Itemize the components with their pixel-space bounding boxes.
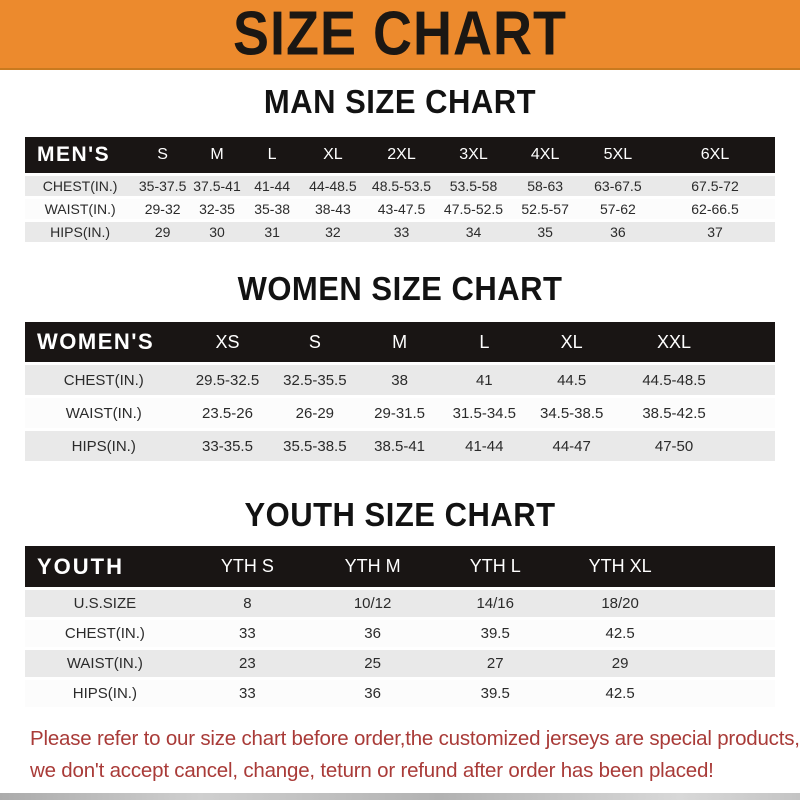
size-cell: 41-44 bbox=[244, 176, 300, 199]
footer-line-2: we don't accept cancel, change, teturn or refund after order has been placed! bbox=[30, 759, 714, 782]
size-cell: 48.5-53.5 bbox=[366, 176, 438, 199]
row-label: WAIST(IN.) bbox=[25, 199, 135, 222]
row-label: HIPS(IN.) bbox=[25, 222, 135, 245]
size-col-header: 6XL bbox=[655, 137, 775, 176]
row-label: HIPS(IN.) bbox=[25, 431, 183, 464]
size-cell: 38-43 bbox=[300, 199, 365, 222]
size-cell: 44.5-48.5 bbox=[617, 365, 732, 398]
size-col-header: YTH XL bbox=[555, 546, 685, 590]
size-cell: 44-47 bbox=[527, 431, 617, 464]
size-cell: 35-37.5 bbox=[135, 176, 190, 199]
youth-header-row bbox=[25, 546, 775, 590]
size-col-header: M bbox=[357, 322, 442, 365]
size-cell: 36 bbox=[581, 222, 655, 245]
row-label: WAIST(IN.) bbox=[25, 398, 183, 431]
size-cell: 39.5 bbox=[435, 680, 555, 710]
men-size-table bbox=[25, 137, 775, 245]
women-chest-row bbox=[25, 365, 775, 398]
size-cell: 52.5-57 bbox=[510, 199, 581, 222]
size-cell: 38 bbox=[357, 365, 442, 398]
size-col-header: S bbox=[272, 322, 357, 365]
size-cell: 29-32 bbox=[135, 199, 190, 222]
size-cell: 29 bbox=[555, 650, 685, 680]
youth-section-heading: YOUTH SIZE CHART bbox=[244, 495, 556, 534]
row-label: CHEST(IN.) bbox=[25, 365, 183, 398]
size-cell: 37 bbox=[655, 222, 775, 245]
size-cell: 53.5-58 bbox=[438, 176, 510, 199]
spacer-cell bbox=[685, 590, 775, 620]
size-cell: 31.5-34.5 bbox=[442, 398, 527, 431]
size-cell: 35 bbox=[510, 222, 581, 245]
size-cell: 39.5 bbox=[435, 620, 555, 650]
row-label: CHEST(IN.) bbox=[25, 176, 135, 199]
size-cell: 67.5-72 bbox=[655, 176, 775, 199]
men-waist-row bbox=[25, 199, 775, 222]
size-cell: 8 bbox=[185, 590, 310, 620]
size-col-header: S bbox=[135, 137, 190, 176]
youth-chest-row bbox=[25, 620, 775, 650]
men-header-row bbox=[25, 137, 775, 176]
size-cell: 41 bbox=[442, 365, 527, 398]
youth-table-label: YOUTH bbox=[25, 546, 185, 590]
spacer-cell bbox=[685, 620, 775, 650]
women-hips-row bbox=[25, 431, 775, 464]
women-section-heading: WOMEN SIZE CHART bbox=[237, 269, 563, 308]
size-cell: 29-31.5 bbox=[357, 398, 442, 431]
size-cell: 23 bbox=[185, 650, 310, 680]
size-cell: 37.5-41 bbox=[190, 176, 244, 199]
size-cell: 36 bbox=[310, 680, 435, 710]
men-hips-row bbox=[25, 222, 775, 245]
size-col-header: 2XL bbox=[366, 137, 438, 176]
size-cell: 32-35 bbox=[190, 199, 244, 222]
size-cell: 27 bbox=[435, 650, 555, 680]
size-cell: 38.5-42.5 bbox=[617, 398, 732, 431]
size-cell: 33-35.5 bbox=[183, 431, 273, 464]
footer-note bbox=[0, 723, 800, 787]
spacer-cell bbox=[731, 322, 775, 365]
size-cell: 33 bbox=[185, 680, 310, 710]
size-col-header: XL bbox=[300, 137, 365, 176]
size-cell: 26-29 bbox=[272, 398, 357, 431]
size-cell: 63-67.5 bbox=[581, 176, 655, 199]
size-cell: 33 bbox=[366, 222, 438, 245]
size-cell: 47.5-52.5 bbox=[438, 199, 510, 222]
size-cell: 43-47.5 bbox=[366, 199, 438, 222]
spacer-cell bbox=[731, 398, 775, 431]
spacer-cell bbox=[685, 546, 775, 590]
size-col-header: L bbox=[442, 322, 527, 365]
youth-size-table bbox=[25, 546, 775, 710]
size-cell: 25 bbox=[310, 650, 435, 680]
size-cell: 10/12 bbox=[310, 590, 435, 620]
spacer-cell bbox=[685, 680, 775, 710]
size-cell: 33 bbox=[185, 620, 310, 650]
size-cell: 32.5-35.5 bbox=[272, 365, 357, 398]
size-cell: 34 bbox=[438, 222, 510, 245]
men-table-label: MEN'S bbox=[25, 137, 135, 176]
row-label: HIPS(IN.) bbox=[25, 680, 185, 710]
spacer-cell bbox=[731, 365, 775, 398]
size-cell: 29 bbox=[135, 222, 190, 245]
size-cell: 58-63 bbox=[510, 176, 581, 199]
row-label: CHEST(IN.) bbox=[25, 620, 185, 650]
size-cell: 32 bbox=[300, 222, 365, 245]
size-cell: 18/20 bbox=[555, 590, 685, 620]
size-col-header: 3XL bbox=[438, 137, 510, 176]
youth-hips-row bbox=[25, 680, 775, 710]
size-cell: 35.5-38.5 bbox=[272, 431, 357, 464]
size-cell: 42.5 bbox=[555, 620, 685, 650]
size-cell: 23.5-26 bbox=[183, 398, 273, 431]
size-cell: 38.5-41 bbox=[357, 431, 442, 464]
youth-ussize-row bbox=[25, 590, 775, 620]
size-cell: 44.5 bbox=[527, 365, 617, 398]
youth-section bbox=[0, 497, 800, 710]
women-size-table bbox=[25, 322, 775, 464]
size-col-header: XXL bbox=[617, 322, 732, 365]
size-col-header: YTH L bbox=[435, 546, 555, 590]
size-cell: 47-50 bbox=[617, 431, 732, 464]
size-cell: 35-38 bbox=[244, 199, 300, 222]
size-col-header: YTH M bbox=[310, 546, 435, 590]
size-cell: 41-44 bbox=[442, 431, 527, 464]
size-cell: 31 bbox=[244, 222, 300, 245]
youth-waist-row bbox=[25, 650, 775, 680]
size-cell: 57-62 bbox=[581, 199, 655, 222]
size-col-header: YTH S bbox=[185, 546, 310, 590]
size-cell: 36 bbox=[310, 620, 435, 650]
women-waist-row bbox=[25, 398, 775, 431]
row-label: U.S.SIZE bbox=[25, 590, 185, 620]
men-chest-row bbox=[25, 176, 775, 199]
bottom-edge-bar bbox=[0, 793, 800, 800]
size-cell: 44-48.5 bbox=[300, 176, 365, 199]
size-col-header: XL bbox=[527, 322, 617, 365]
size-cell: 42.5 bbox=[555, 680, 685, 710]
size-cell: 14/16 bbox=[435, 590, 555, 620]
row-label: WAIST(IN.) bbox=[25, 650, 185, 680]
spacer-cell bbox=[731, 431, 775, 464]
women-section bbox=[0, 271, 800, 464]
spacer-cell bbox=[685, 650, 775, 680]
women-table-label: WOMEN'S bbox=[25, 322, 183, 365]
size-col-header: 5XL bbox=[581, 137, 655, 176]
size-col-header: 4XL bbox=[510, 137, 581, 176]
size-col-header: M bbox=[190, 137, 244, 176]
size-cell: 62-66.5 bbox=[655, 199, 775, 222]
men-section-heading: MAN SIZE CHART bbox=[263, 82, 537, 121]
size-col-header: L bbox=[244, 137, 300, 176]
size-cell: 34.5-38.5 bbox=[527, 398, 617, 431]
size-col-header: XS bbox=[183, 322, 273, 365]
footer-line-1: Please refer to our size chart before order,the customized jerseys are special products, bbox=[30, 727, 800, 750]
size-cell: 29.5-32.5 bbox=[183, 365, 273, 398]
banner bbox=[0, 0, 800, 70]
women-header-row bbox=[25, 322, 775, 365]
page-title: SIZE CHART bbox=[233, 0, 567, 69]
size-cell: 30 bbox=[190, 222, 244, 245]
men-section bbox=[0, 84, 800, 245]
